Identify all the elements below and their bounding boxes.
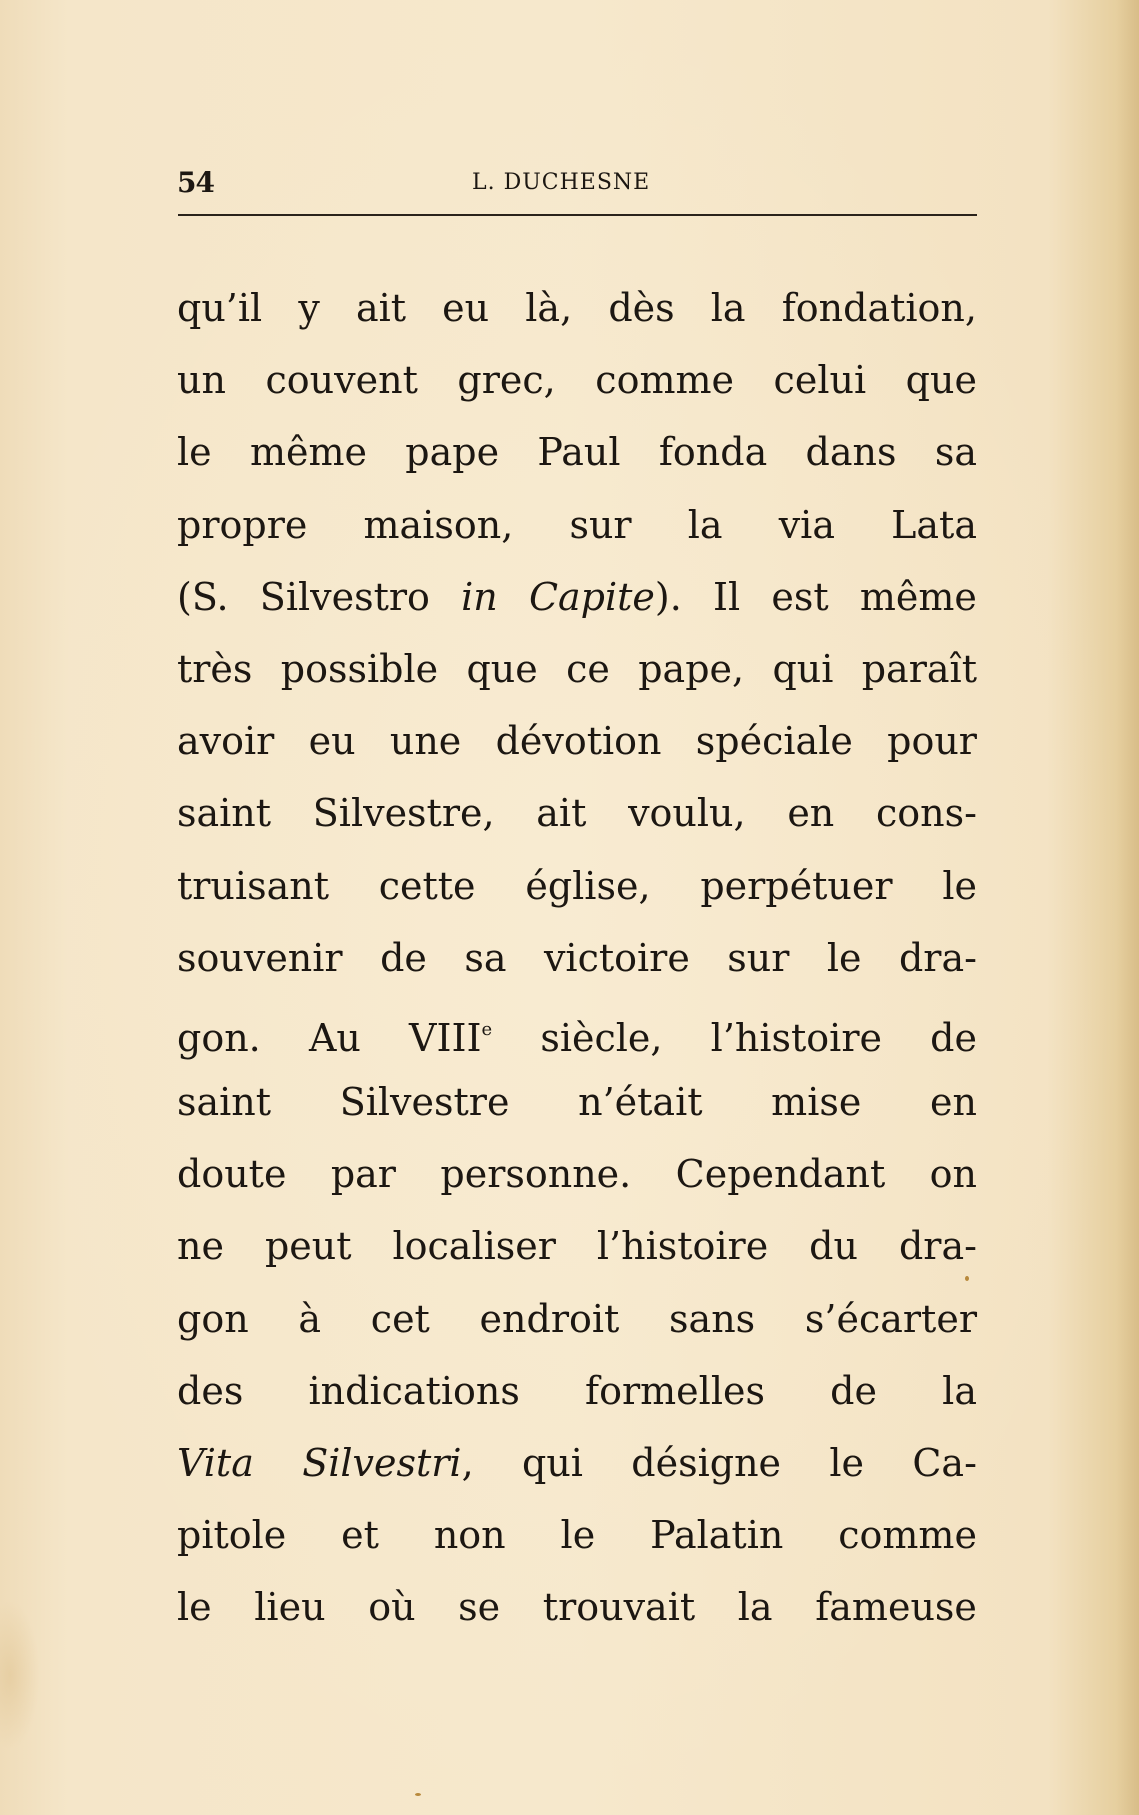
word — [380, 922, 427, 994]
word — [561, 1499, 596, 1571]
text: dra- — [898, 935, 977, 980]
text: Il — [713, 574, 741, 619]
word — [891, 489, 977, 561]
word — [696, 705, 853, 777]
text: (S. — [177, 574, 229, 619]
text: sur — [569, 502, 632, 547]
text: ait — [355, 286, 407, 330]
text: truisant — [177, 863, 329, 908]
text: un — [177, 358, 226, 403]
word — [536, 777, 586, 849]
word — [309, 1355, 520, 1427]
text: pour — [887, 719, 977, 764]
word — [830, 1355, 877, 1427]
word — [177, 1499, 286, 1571]
text: l’histoire — [596, 1224, 769, 1269]
header-rule — [178, 214, 977, 216]
text-line — [177, 994, 977, 1066]
word — [912, 1427, 977, 1499]
text: que — [466, 646, 538, 691]
text: cet — [370, 1296, 430, 1341]
text: s’écarter — [804, 1296, 977, 1341]
text: avoir — [177, 719, 275, 764]
text: propre — [177, 502, 308, 547]
word — [464, 922, 506, 994]
text: mise — [771, 1080, 862, 1125]
text: localiser — [392, 1224, 556, 1269]
text: pitole — [177, 1513, 287, 1558]
word — [177, 1283, 249, 1355]
text: dévotion — [495, 719, 662, 764]
word — [434, 1499, 506, 1571]
text: même — [859, 574, 977, 619]
text-line — [177, 777, 977, 849]
word — [341, 1499, 379, 1571]
word — [496, 705, 662, 777]
text: qu’il — [177, 286, 263, 330]
word — [405, 416, 499, 488]
word — [930, 1066, 977, 1138]
text: siècle, — [540, 1015, 663, 1060]
text: du — [809, 1224, 858, 1269]
text: dès — [608, 286, 675, 330]
word — [543, 1571, 695, 1643]
word — [379, 850, 476, 922]
word — [544, 922, 690, 994]
text-line — [177, 1499, 977, 1571]
text: perpétuer — [700, 863, 893, 908]
word — [298, 1283, 321, 1355]
word — [860, 561, 977, 633]
word — [442, 272, 489, 344]
text: Silvestro — [259, 574, 430, 619]
text: sa — [464, 935, 507, 980]
text: formelles — [585, 1368, 765, 1413]
text: Au — [308, 1015, 361, 1060]
text: paraît — [861, 646, 977, 691]
text: église, — [525, 863, 651, 908]
word — [608, 272, 674, 344]
word — [177, 705, 274, 777]
paper-stain — [0, 1600, 40, 1750]
word — [309, 1002, 361, 1074]
word — [529, 561, 682, 633]
word — [727, 922, 789, 994]
text: que — [905, 358, 977, 403]
word — [177, 1066, 271, 1138]
word — [177, 1571, 212, 1643]
word — [392, 1210, 555, 1282]
word — [466, 633, 537, 705]
text: possible — [280, 646, 439, 691]
word — [313, 777, 495, 849]
word — [177, 777, 271, 849]
word — [827, 922, 862, 994]
text: de — [830, 1368, 877, 1413]
text: le — [177, 1585, 212, 1630]
text: y — [298, 286, 320, 330]
text: souvenir — [177, 935, 343, 980]
word — [578, 1066, 702, 1138]
text: la — [737, 1585, 773, 1630]
word — [265, 1210, 352, 1282]
italic-text: in — [461, 574, 498, 619]
word — [829, 1427, 864, 1499]
text: peut — [264, 1224, 352, 1269]
text: spéciale — [695, 719, 853, 764]
text-line — [177, 344, 977, 416]
text: Cependant — [675, 1152, 886, 1197]
word — [177, 1427, 254, 1499]
text: se — [458, 1585, 501, 1630]
word — [899, 922, 977, 994]
text: comme — [595, 358, 734, 403]
word — [537, 416, 620, 488]
word — [906, 344, 977, 416]
word — [409, 994, 492, 1074]
text: une — [389, 719, 462, 764]
word — [281, 633, 438, 705]
text: sur — [727, 935, 790, 980]
word — [266, 344, 418, 416]
text: fameuse — [815, 1585, 977, 1630]
text: en — [930, 1080, 977, 1125]
word — [688, 489, 723, 561]
text: ). — [654, 574, 682, 619]
word — [806, 416, 897, 488]
text-line — [177, 1427, 977, 1499]
word — [935, 416, 977, 488]
paper-speck — [415, 1793, 421, 1796]
text: voulu, — [628, 791, 746, 836]
text: Palatin — [650, 1513, 784, 1558]
text-line — [177, 1283, 977, 1355]
word — [260, 561, 430, 633]
text: VIII — [409, 1015, 482, 1060]
text-line — [177, 1066, 977, 1138]
word — [177, 489, 307, 561]
text: qui — [772, 646, 834, 691]
text: très — [177, 646, 253, 691]
word — [177, 272, 262, 344]
text: comme — [838, 1513, 977, 1558]
word — [177, 633, 252, 705]
body-text — [177, 272, 977, 1644]
text: l’histoire — [710, 1015, 882, 1060]
word — [525, 850, 650, 922]
text: ait — [536, 791, 587, 836]
text: la — [942, 1368, 977, 1413]
text-line — [177, 1210, 977, 1282]
word — [254, 1571, 325, 1643]
word — [930, 1138, 977, 1210]
text: le — [829, 1441, 865, 1485]
word — [774, 344, 867, 416]
word — [838, 1499, 977, 1571]
text: indications — [308, 1368, 520, 1413]
text-line — [177, 1355, 977, 1427]
text: en — [787, 791, 835, 836]
word — [771, 1066, 861, 1138]
text: dra- — [898, 1224, 977, 1269]
text-line — [177, 416, 977, 488]
text: trouvait — [542, 1585, 696, 1630]
text: via — [778, 502, 835, 547]
text: Ca- — [912, 1441, 977, 1485]
word — [942, 850, 977, 922]
word — [862, 633, 977, 705]
text: saint — [177, 1080, 272, 1125]
running-title: L. DUCHESNE — [472, 170, 651, 195]
text: couvent — [265, 358, 418, 403]
word — [177, 922, 343, 994]
text: pape — [405, 430, 500, 475]
word — [887, 705, 977, 777]
text: et — [341, 1513, 379, 1558]
text: sa — [934, 430, 977, 475]
text: le — [826, 935, 862, 980]
text: de — [380, 935, 427, 980]
word — [540, 1002, 662, 1074]
text-line — [177, 272, 977, 344]
word — [177, 1355, 243, 1427]
text: des — [177, 1368, 244, 1413]
word — [569, 489, 631, 561]
page-number: 54 — [177, 166, 214, 199]
word — [638, 633, 744, 705]
text: même — [249, 430, 367, 475]
text: Silvestre — [339, 1080, 510, 1125]
word — [461, 561, 498, 633]
word — [522, 1427, 583, 1499]
text: ne — [177, 1224, 224, 1269]
word — [738, 1571, 773, 1643]
text: à — [298, 1296, 322, 1341]
word — [480, 1283, 620, 1355]
text-line — [177, 850, 977, 922]
text: fonda — [658, 430, 768, 475]
word — [782, 272, 977, 344]
text-line — [177, 1138, 977, 1210]
word — [650, 1499, 783, 1571]
word — [659, 416, 767, 488]
word — [669, 1283, 755, 1355]
italic-text: Capite — [528, 574, 655, 619]
word — [177, 1210, 224, 1282]
text-line — [177, 561, 977, 633]
word — [711, 272, 746, 344]
word — [458, 1571, 500, 1643]
text: non — [433, 1513, 506, 1558]
word — [309, 705, 356, 777]
text: la — [687, 502, 723, 547]
text: gon. — [177, 1015, 261, 1060]
word — [876, 777, 977, 849]
word — [899, 1210, 977, 1282]
italic-text: Silvestri — [302, 1441, 462, 1485]
word — [700, 850, 892, 922]
word — [371, 1283, 430, 1355]
word — [177, 1002, 261, 1074]
word — [597, 1210, 768, 1282]
word — [250, 416, 367, 488]
word — [595, 344, 734, 416]
word — [356, 272, 406, 344]
text: cette — [378, 863, 476, 908]
text: fondation, — [781, 286, 977, 330]
word — [676, 1138, 886, 1210]
superscript: e — [481, 1018, 493, 1040]
word — [177, 561, 229, 633]
text: victoire — [543, 935, 690, 980]
word — [930, 1002, 977, 1074]
text: ce — [566, 646, 610, 691]
text: gon — [177, 1296, 249, 1341]
word — [566, 633, 610, 705]
word — [368, 1571, 415, 1643]
text: par — [330, 1152, 396, 1197]
text: désigne — [631, 1441, 782, 1485]
word — [585, 1355, 765, 1427]
word — [787, 777, 834, 849]
text-line — [177, 489, 977, 561]
word — [525, 272, 572, 344]
word — [440, 1138, 631, 1210]
word — [364, 489, 514, 561]
text: cons- — [875, 791, 977, 836]
word — [779, 489, 835, 561]
word — [713, 561, 740, 633]
text: doute — [177, 1152, 287, 1197]
text: Silvestre, — [312, 791, 495, 836]
word — [177, 850, 329, 922]
text-line — [177, 1571, 977, 1643]
word — [302, 1427, 473, 1499]
word — [457, 344, 555, 416]
word — [340, 1066, 510, 1138]
text: , — [461, 1441, 474, 1485]
word — [298, 272, 319, 344]
text-line — [177, 633, 977, 705]
text: où — [368, 1585, 416, 1630]
text: maison, — [363, 502, 514, 547]
text: dans — [805, 430, 897, 475]
italic-text: Vita — [177, 1441, 254, 1485]
word — [711, 1002, 882, 1074]
text: le — [177, 430, 212, 475]
word — [628, 777, 746, 849]
word — [805, 1283, 977, 1355]
text: grec, — [457, 358, 556, 403]
word — [942, 1355, 977, 1427]
text: est — [771, 574, 829, 619]
word — [771, 561, 828, 633]
word — [631, 1427, 781, 1499]
word — [177, 416, 212, 488]
text: là, — [525, 286, 573, 330]
text: Lata — [891, 502, 977, 547]
word — [772, 633, 833, 705]
text: eu — [442, 286, 490, 330]
text-line — [177, 922, 977, 994]
text: sans — [669, 1296, 756, 1341]
text: de — [930, 1015, 977, 1060]
word — [390, 705, 461, 777]
text: qui — [522, 1441, 583, 1485]
text: pape, — [638, 646, 745, 691]
word — [331, 1138, 396, 1210]
running-head — [177, 166, 977, 206]
word — [809, 1210, 858, 1282]
text-line — [177, 705, 977, 777]
text: lieu — [254, 1585, 326, 1630]
text: n’était — [578, 1080, 703, 1125]
word — [177, 1138, 286, 1210]
text: endroit — [479, 1296, 620, 1341]
text: la — [710, 286, 746, 330]
text: Paul — [537, 430, 621, 475]
text: le — [560, 1513, 596, 1558]
text: on — [929, 1152, 977, 1197]
word — [177, 344, 226, 416]
text: le — [942, 863, 977, 908]
word — [815, 1571, 977, 1643]
text: saint — [177, 791, 272, 836]
text: celui — [773, 358, 867, 403]
text: personne. — [440, 1152, 632, 1197]
text: eu — [308, 719, 356, 764]
